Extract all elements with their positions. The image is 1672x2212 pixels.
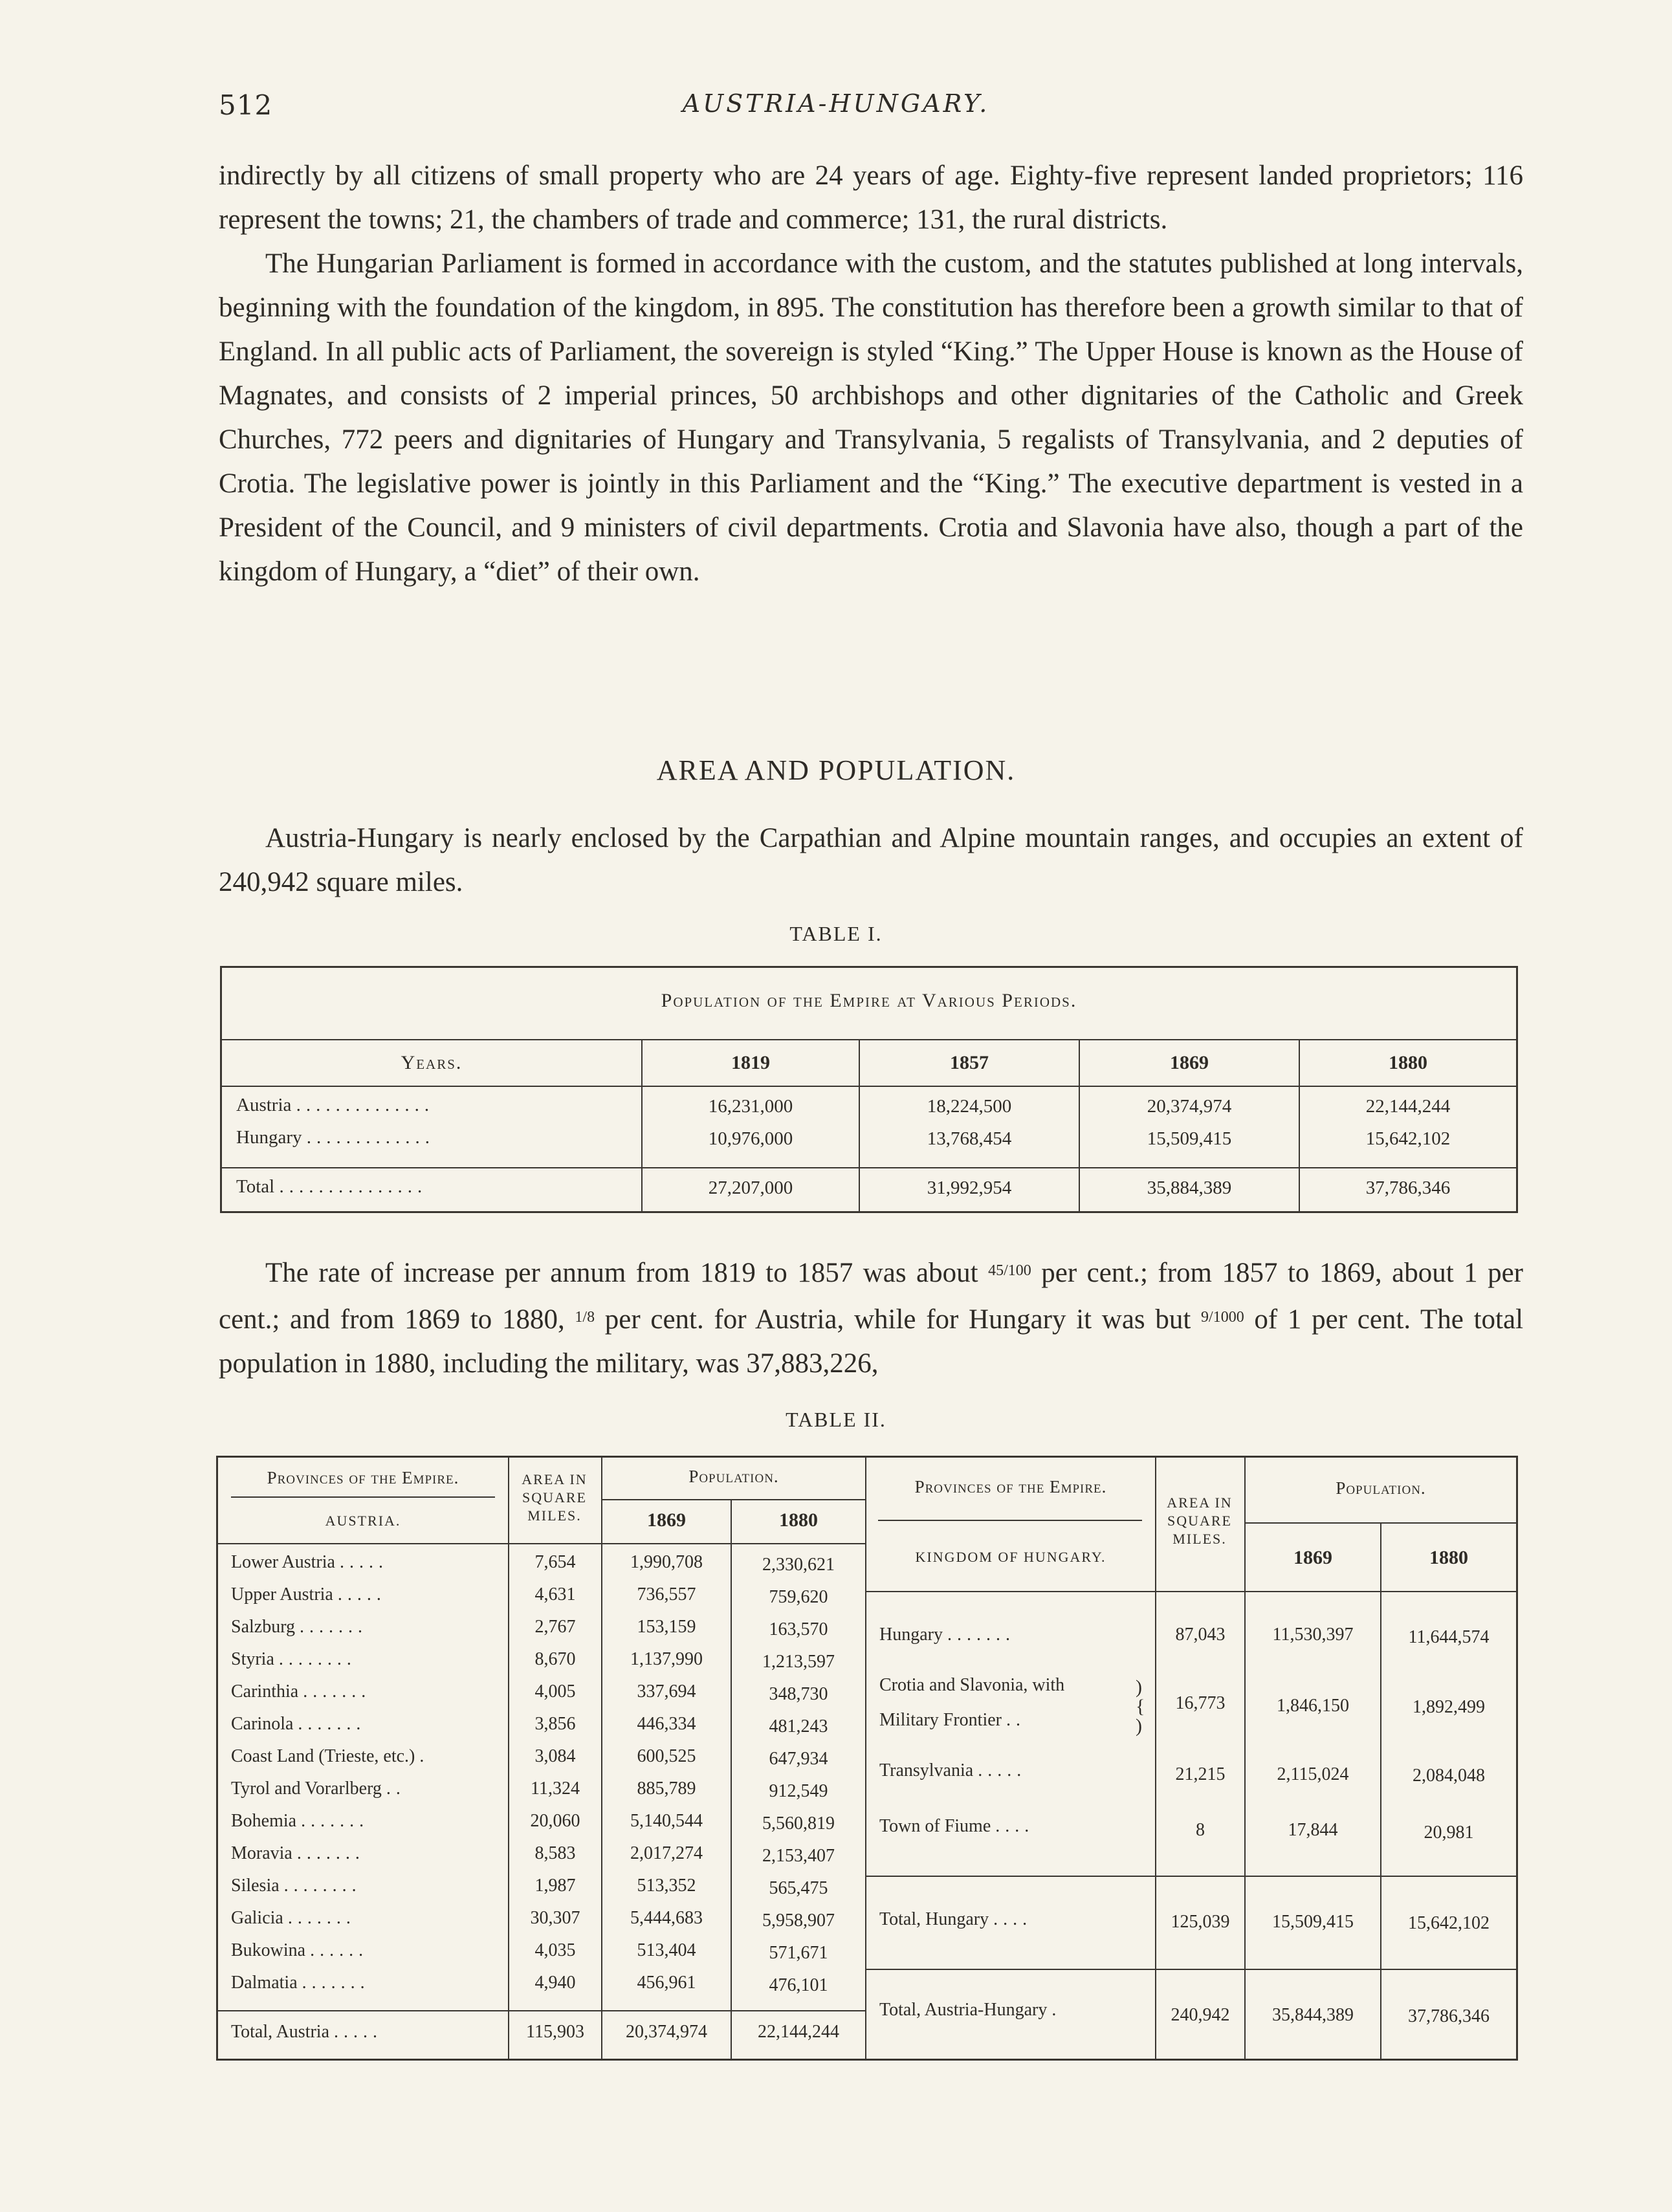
table-cell: 571,671: [769, 1943, 828, 1963]
body-text: [219, 154, 1523, 594]
row-label: Salzburg .......: [231, 1617, 368, 1637]
table-cell: 35,844,389: [1272, 2005, 1354, 2025]
area-paragraph: [219, 816, 1523, 904]
table-cell: 11,530,397: [1272, 1625, 1354, 1645]
row-label: Styria ........: [231, 1649, 357, 1669]
row-label: Austria ..............: [236, 1095, 435, 1115]
table-cell: 1,213,597: [762, 1652, 835, 1672]
row-label: Military Frontier ..: [879, 1710, 1026, 1730]
table-2-rule: [865, 1969, 1516, 1970]
table-2-rule: [1244, 1522, 1516, 1524]
table-cell: 15,509,415: [1272, 1912, 1354, 1932]
row-label: Carinthia .......: [231, 1681, 371, 1702]
table-cell: 21,215: [1175, 1764, 1226, 1784]
row-label: Upper Austria .....: [231, 1584, 386, 1604]
table-cell: 513,404: [637, 1940, 696, 1960]
table-cell: 736,557: [637, 1584, 696, 1604]
table-2: [216, 1456, 1518, 2061]
fraction: 1/8: [575, 1309, 595, 1326]
table-1: [220, 966, 1518, 1213]
table-cell: 240,942: [1171, 2005, 1230, 2025]
fraction: 9/1000: [1201, 1309, 1244, 1326]
table-cell: 11,324: [531, 1779, 580, 1799]
table-1-rule: [222, 1167, 1516, 1168]
table-cell: 15,642,102: [1365, 1128, 1451, 1149]
table-2-caption: TABLE II.: [786, 1408, 886, 1431]
table-cell: 1,846,150: [1277, 1696, 1349, 1716]
row-label: Transylvania .....: [879, 1760, 1027, 1780]
table-cell: 8,670: [534, 1649, 576, 1669]
table-cell: 20,981: [1424, 1823, 1474, 1843]
table-cell: 27,207,000: [708, 1177, 793, 1198]
paragraph-2: The Hungarian Parliament is formed in accordance with the custom, and the statutes published at long intervals, beginning with the foundation of the kingdom, in 895. The constitution has therefore been a growth similar to that of England. In all public acts of Parliament, the sovereign is styled “King.” The Upper House is known as the House of Magnates, and consists of 2 imperial princes, 50 archbishops and other dignitaries of the Catholic and Greek Churches, 772 peers and dignitaries of Hungary and Transylvania, 5 regalists of Transylvania, and 2 deputies of Crotia. The legislative power is jointly in this Parliament and the “King.” The executive department is vested in a President of the Council, and 9 ministers of civil departments. Crotia and Slavonia have also, though a part of the kingdom of Hungary, a “diet” of their own.: [219, 248, 1523, 587]
table-cell: 87,043: [1175, 1625, 1226, 1645]
table-cell: 31,992,954: [927, 1177, 1012, 1198]
row-label: Lower Austria .....: [231, 1552, 388, 1572]
column-header: 1869: [1170, 1052, 1209, 1073]
table-cell: 1,892,499: [1413, 1697, 1485, 1717]
fraction: 45/100: [988, 1262, 1031, 1279]
table-cell: 885,789: [637, 1779, 696, 1799]
row-label: Town of Fiume ....: [879, 1816, 1035, 1836]
table-cell: 2,767: [534, 1617, 576, 1637]
row-label: Carinola .......: [231, 1714, 366, 1734]
table-cell: 22,144,244: [758, 2022, 839, 2042]
years-header: Years.: [401, 1052, 463, 1073]
table-cell: 30,307: [530, 1908, 580, 1928]
row-label: Galicia .......: [231, 1908, 356, 1928]
table-cell: 2,017,274: [630, 1843, 703, 1863]
table-cell: 759,620: [769, 1587, 828, 1607]
table-1-caption: TABLE I.: [789, 922, 883, 945]
table-cell: 337,694: [637, 1681, 696, 1702]
table-cell: 481,243: [769, 1716, 828, 1736]
table-cell: 7,654: [534, 1552, 576, 1572]
table-cell: 22,144,244: [1365, 1096, 1451, 1117]
paragraph-1: indirectly by all citizens of small property who are 24 years of age. Eighty-five represent landed proprietors; 116 represent the towns; 21, the chambers of trade and commerce; 131, the rural districts.: [219, 160, 1523, 235]
table-2-rule: [1380, 1522, 1381, 2059]
table-cell: 13,768,454: [927, 1128, 1012, 1149]
row-label: Hungary .............: [236, 1127, 435, 1148]
table-cell: 15,509,415: [1147, 1128, 1232, 1149]
table-cell: 647,934: [769, 1749, 828, 1769]
table-cell: 8,583: [534, 1843, 576, 1863]
population-header: Population.: [688, 1467, 779, 1486]
hungary-subheader: KINGDOM OF HUNGARY.: [915, 1549, 1106, 1565]
row-label: Coast Land (Trieste, etc.) .: [231, 1746, 430, 1766]
row-label: Dalmatia .......: [231, 1973, 370, 1993]
row-label: Hungary .......: [879, 1625, 1015, 1645]
column-header: 1819: [731, 1052, 770, 1073]
table-2-rule: [218, 2010, 865, 2011]
table-2-rule: [878, 1520, 1142, 1521]
row-label: Moravia .......: [231, 1843, 365, 1863]
row-label: Crotia and Slavonia, with: [879, 1675, 1065, 1695]
table-cell: 1,137,990: [630, 1649, 703, 1669]
austria-subheader: AUSTRIA.: [325, 1513, 401, 1529]
table-2-rule: [865, 1876, 1516, 1877]
table-cell: 565,475: [769, 1878, 828, 1898]
table-cell: 16,231,000: [708, 1096, 793, 1117]
table-cell: 513,352: [637, 1876, 696, 1896]
row-label: Tyrol and Vorarlberg ..: [231, 1779, 406, 1799]
provinces-header: Provinces of the Empire.: [267, 1468, 459, 1487]
table-1-rule: [222, 1086, 1516, 1087]
table-cell: 4,035: [534, 1940, 576, 1960]
table-cell: 18,224,500: [927, 1096, 1012, 1117]
table-cell: 10,976,000: [708, 1128, 793, 1149]
table-cell: 37,786,346: [1408, 2006, 1490, 2026]
table-cell: 5,958,907: [762, 1911, 835, 1931]
rate-text-part: The rate of increase per annum from 1819 to 1857 was about: [265, 1258, 978, 1288]
table-cell: 476,101: [769, 1975, 828, 1995]
table-cell: 20,060: [530, 1811, 580, 1831]
table-cell: 4,631: [534, 1584, 576, 1604]
table-cell: 446,334: [637, 1714, 696, 1734]
table-cell: 8: [1196, 1820, 1205, 1840]
table-cell: 348,730: [769, 1684, 828, 1704]
table-cell: 912,549: [769, 1781, 828, 1801]
table-cell: 2,084,048: [1413, 1766, 1485, 1786]
section-heading: AREA AND POPULATION.: [656, 754, 1016, 786]
rate-text-part: per cent.; from 1857 to 1869, about 1 per cent.; and from 1869 to 1880,: [219, 1258, 1524, 1335]
rate-text-part: of 1 per cent. The total population in 1880, including the military, was 37,883,226,: [219, 1304, 1524, 1379]
provinces-header: Provinces of the Empire.: [914, 1477, 1107, 1496]
table-cell: 16,773: [1175, 1693, 1226, 1713]
row-label: Total ...............: [236, 1176, 428, 1197]
column-header: 1857: [950, 1052, 989, 1073]
table-2-rule: [231, 1496, 495, 1498]
table-cell: 5,140,544: [630, 1811, 703, 1831]
column-header: 1880: [1429, 1547, 1468, 1568]
running-head: AUSTRIA-HUNGARY.: [682, 89, 990, 118]
table-cell: 15,642,102: [1408, 1913, 1490, 1933]
table-cell: 2,330,621: [762, 1555, 835, 1575]
table-cell: 20,374,974: [1147, 1096, 1232, 1117]
table-cell: 600,525: [637, 1746, 696, 1766]
area-header: AREA IN SQUARE MILES.: [1167, 1495, 1233, 1547]
table-cell: 2,115,024: [1277, 1764, 1349, 1784]
column-header: 1869: [1293, 1547, 1332, 1568]
table-cell: 1,990,708: [630, 1552, 703, 1572]
table-cell: 11,644,574: [1408, 1627, 1490, 1647]
rate-text-part: per cent. for Austria, while for Hungary it was but: [604, 1304, 1191, 1335]
table-cell: 3,856: [534, 1714, 576, 1734]
brace: ) { ): [1136, 1676, 1145, 1736]
row-label: Bohemia .......: [231, 1811, 369, 1831]
table-cell: 115,903: [526, 2022, 584, 2042]
table-cell: 4,940: [534, 1973, 576, 1993]
rate-paragraph: [219, 1249, 1523, 1386]
table-cell: 37,786,346: [1365, 1177, 1451, 1198]
total-hungary-label: Total, Hungary ....: [879, 1909, 1033, 1929]
table-cell: 125,039: [1171, 1912, 1230, 1932]
area-header: AREA IN SQUARE MILES.: [522, 1471, 588, 1524]
table-cell: 153,159: [637, 1617, 696, 1637]
table-cell: 456,961: [637, 1973, 696, 1993]
table-cell: 1,987: [534, 1876, 576, 1896]
table-cell: 5,444,683: [630, 1908, 703, 1928]
row-label: Silesia ........: [231, 1876, 362, 1896]
total-austria-label: Total, Austria .....: [231, 2022, 383, 2042]
population-header: Population.: [1336, 1478, 1426, 1498]
table-1-title: Population of the Empire at Various Periods.: [661, 990, 1077, 1011]
table-cell: 2,153,407: [762, 1846, 835, 1866]
table-cell: 35,884,389: [1147, 1177, 1232, 1198]
table-cell: 20,374,974: [626, 2022, 707, 2042]
table-2-rule: [865, 1591, 1516, 1592]
table-2-rule: [218, 1543, 865, 1544]
row-label: Bukowina ......: [231, 1940, 369, 1960]
table-cell: 163,570: [769, 1619, 828, 1639]
area-intro: Austria-Hungary is nearly enclosed by the Carpathian and Alpine mountain ranges, and occupies an extent of 240,942 square miles.: [219, 823, 1523, 897]
column-header: 1880: [1389, 1052, 1427, 1073]
table-cell: 17,844: [1288, 1820, 1338, 1840]
column-header: 1880: [779, 1509, 818, 1531]
table-cell: 3,084: [534, 1746, 576, 1766]
column-header: 1869: [647, 1509, 686, 1531]
table-2-rule: [601, 1499, 865, 1500]
total-empire-label: Total, Austria-Hungary .: [879, 2000, 1062, 2020]
table-cell: 5,560,819: [762, 1813, 835, 1834]
page-number: 512: [219, 89, 273, 121]
table-cell: 4,005: [534, 1681, 576, 1702]
